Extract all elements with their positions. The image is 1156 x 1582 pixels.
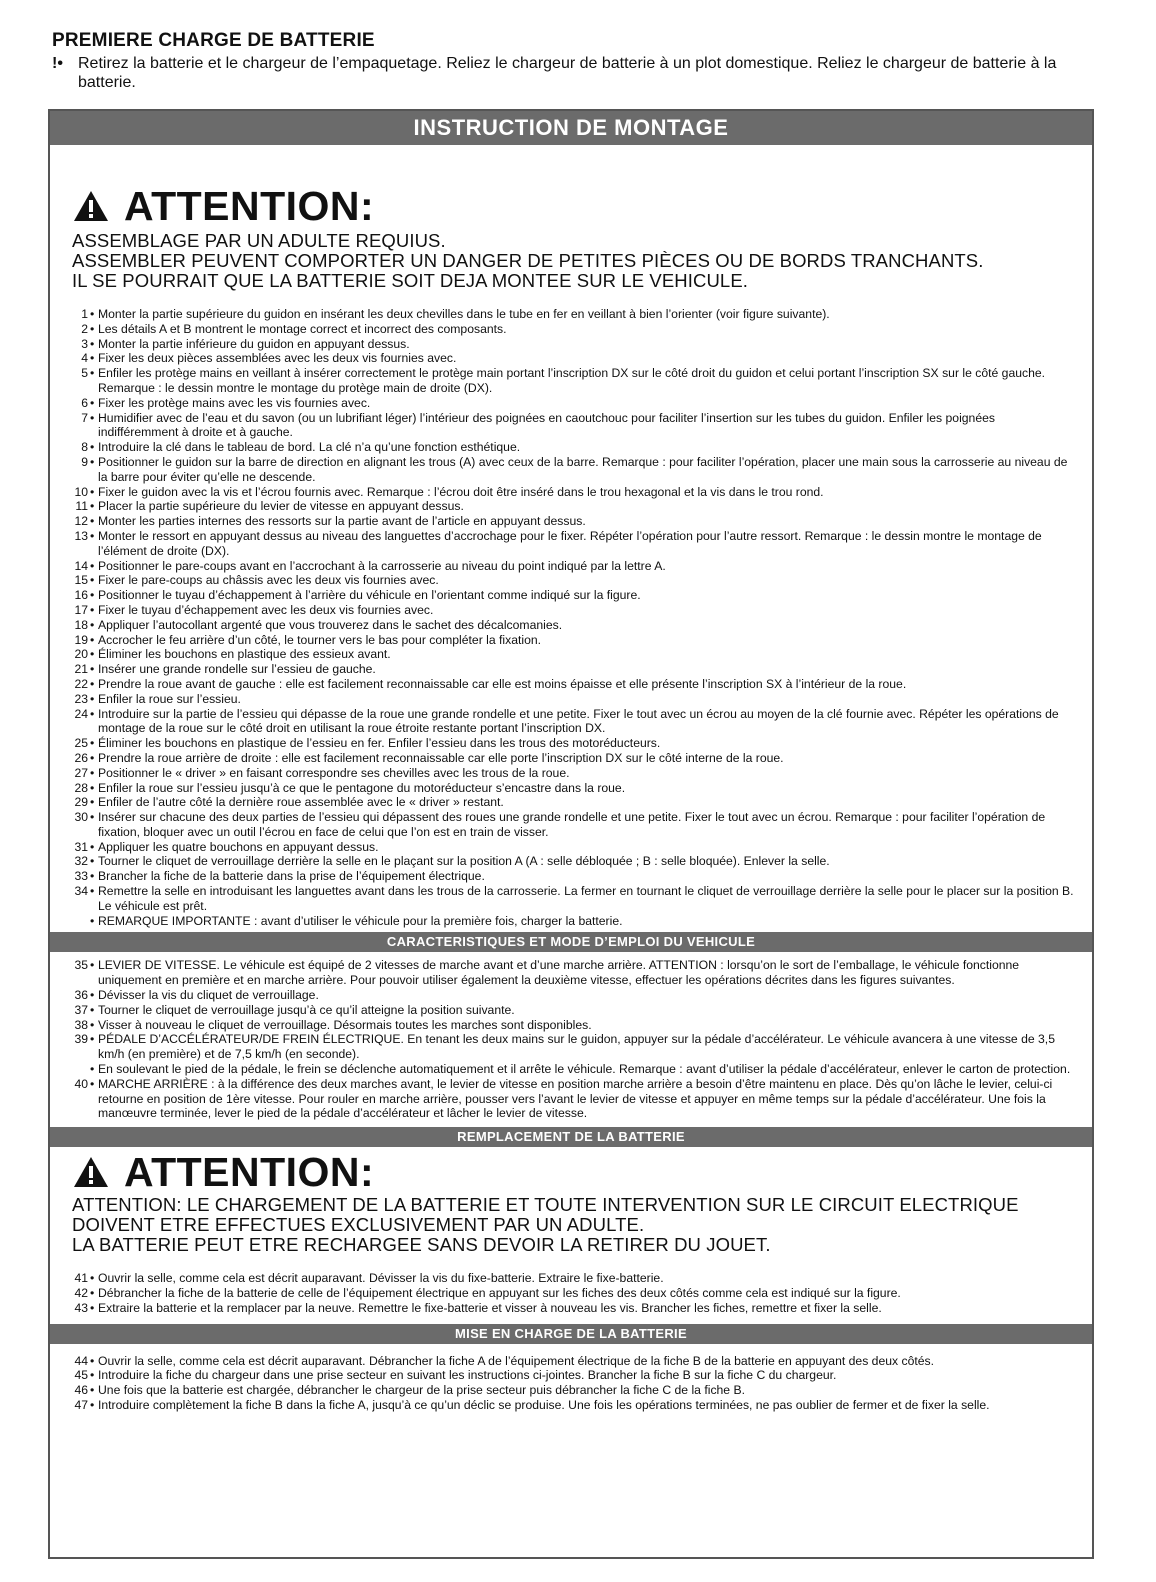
step-number: 28 bbox=[74, 780, 88, 795]
step-number: 10 bbox=[74, 484, 88, 499]
step-number: 24 bbox=[74, 706, 88, 721]
instruction-step bbox=[50, 707, 1074, 737]
instruction-step bbox=[50, 514, 1074, 529]
bullet-icon: • bbox=[90, 691, 95, 706]
step-number: 9 bbox=[81, 454, 88, 469]
instruction-step bbox=[50, 1003, 1074, 1018]
replacement-steps-list bbox=[50, 1271, 1092, 1315]
step-text: Fixer le pare-coups au châssis avec les deux vis fournies avec. bbox=[98, 573, 439, 588]
step-number: 19 bbox=[74, 632, 88, 647]
bullet-icon: • bbox=[90, 810, 95, 825]
assembly-attention bbox=[50, 183, 1092, 291]
step-text: Ouvrir la selle, comme cela est décrit auparavant. Dévisser la vis du fixe-batterie. Extraire le fixe-batterie. bbox=[98, 1271, 664, 1286]
step-text: Introduire la clé dans le tableau de bord. La clé n’a qu’une fonction esthétique. bbox=[98, 440, 521, 455]
instruction-step bbox=[50, 914, 1074, 929]
step-text: Enfiler les protège mains en veillant à insérer correctement le protège main portant l’inscription DX sur le côté droit du guidon et celui portant l’inscription SX sur le côté gauche. Remarque : le dessin montre le montage du protège main de droite (DX). bbox=[98, 366, 1046, 395]
instruction-step bbox=[50, 440, 1074, 455]
replacement-attention bbox=[50, 1149, 1092, 1255]
step-text: Éliminer les bouchons en plastique des essieux avant. bbox=[98, 647, 391, 662]
bullet-icon: • bbox=[90, 913, 95, 928]
step-number: 31 bbox=[74, 839, 88, 854]
bullet-icon: • bbox=[90, 1368, 95, 1383]
bullet-icon: • bbox=[90, 588, 95, 603]
first-charge-body: Retirez la batterie et le chargeur de l’empaquetage. Reliez le chargeur de batterie à un plot domestique. Reliez le chargeur de batterie à la batterie. bbox=[78, 55, 1057, 91]
step-number: 25 bbox=[74, 736, 88, 751]
instruction-step bbox=[50, 1368, 1074, 1383]
step-text: Introduire la fiche du chargeur dans une prise secteur en suivant les instructions ci-jointes. Brancher la fiche B sur la fiche C du chargeur. bbox=[98, 1368, 837, 1383]
step-number: 37 bbox=[74, 1002, 88, 1017]
instruction-step bbox=[50, 854, 1074, 869]
step-number: 45 bbox=[74, 1368, 88, 1383]
step-number: 8 bbox=[81, 440, 88, 455]
replacement-title-bar: REMPLACEMENT DE LA BATTERIE bbox=[50, 1127, 1092, 1147]
step-number: 12 bbox=[74, 514, 88, 529]
step-number: 4 bbox=[81, 351, 88, 366]
step-text: En soulevant le pied de la pédale, le frein se déclenche automatiquement et il arrête le véhicule. Remarque : avant d’utiliser la pédale d’accélérateur, enlever le carton de protection. bbox=[98, 1062, 1071, 1077]
step-text: Positionner le guidon sur la barre de direction en alignant les trous (A) avec ceux de la barre. Remarque : pour faciliter l’opération, placer une main sous la carrosserie au niveau de la barre pour éviter qu’elle ne descende. bbox=[98, 454, 1068, 484]
step-text: MARCHE ARRIÈRE : à la différence des deux marches avant, le levier de vitesse en position marche arrière a besoin d’être maintenu en place. Dès qu’on lâche le levier, celui-ci retourne en position de 1ère vitesse. Pour rouler en marche arrière, pousser vers l’avant le levier de vitesse et appuyer en même temps sur la pédale d’accélérateur. Une fois la manœuvre terminée, lever le pied de la pédale d’accélérateur et lâcher le levier de vitesse. bbox=[98, 1076, 1053, 1121]
step-text: LEVIER DE VITESSE. Le véhicule est équipé de 2 vitesses de marche avant et d’une marche arrière. ATTENTION : lorsqu’on le sort de l’emballage, le véhicule fonctionne uniquement en première et en marche arrière. Pour pouvoir utiliser également la deuxième vitesse, effectuer les opérations décrites dans les figures suivantes. bbox=[98, 958, 1020, 988]
step-text: Insérer une grande rondelle sur l’essieu de gauche. bbox=[98, 662, 376, 677]
step-text: Positionner le « driver » en faisant correspondre ses chevilles avec les trous de la roue. bbox=[98, 765, 570, 780]
step-text: REMARQUE IMPORTANTE : avant d’utiliser le véhicule pour la première fois, charger la batterie. bbox=[98, 913, 623, 928]
step-text: Débrancher la fiche de la batterie de celle de l’équipement électrique en appuyant sur les fiches des deux côtés comme cela est indiqué sur la figure. bbox=[98, 1286, 901, 1301]
bullet-icon: • bbox=[90, 1271, 95, 1286]
instruction-step bbox=[50, 795, 1074, 810]
bullet-icon: • bbox=[90, 336, 95, 351]
bullet-icon: • bbox=[90, 795, 95, 810]
step-number: 46 bbox=[74, 1383, 88, 1398]
assembly-title-bar: INSTRUCTION DE MONTAGE bbox=[50, 111, 1092, 145]
step-number: 2 bbox=[81, 321, 88, 336]
bullet-icon: • bbox=[90, 351, 95, 366]
instruction-step bbox=[50, 677, 1074, 692]
assembly-steps-list bbox=[50, 307, 1092, 928]
step-text: Enfiler la roue sur l’essieu jusqu’à ce que le pentagone du motoréducteur s’encastre dans la roue. bbox=[98, 780, 626, 795]
instruction-step bbox=[50, 1354, 1074, 1369]
instructions-frame bbox=[48, 109, 1094, 1559]
charging-steps-list bbox=[50, 1354, 1092, 1413]
bullet-icon: • bbox=[90, 528, 95, 543]
bullet-icon: • bbox=[90, 1398, 95, 1413]
step-number: 32 bbox=[74, 854, 88, 869]
instruction-step bbox=[50, 736, 1074, 751]
instruction-step bbox=[50, 988, 1074, 1003]
bullet-icon: • bbox=[90, 632, 95, 647]
step-number: 34 bbox=[74, 884, 88, 899]
bullet-icon: • bbox=[90, 869, 95, 884]
warning-triangle-icon bbox=[72, 1155, 110, 1189]
instruction-step bbox=[50, 810, 1074, 840]
instruction-step bbox=[50, 411, 1074, 441]
bullet-icon: • bbox=[90, 499, 95, 514]
step-number: 39 bbox=[74, 1032, 88, 1047]
bullet-icon: • bbox=[90, 765, 95, 780]
attention-heading-text: ATTENTION: bbox=[124, 183, 375, 229]
bullet-icon: • bbox=[90, 410, 95, 425]
instruction-step bbox=[50, 573, 1074, 588]
step-number: 3 bbox=[81, 336, 88, 351]
bullet-icon: • bbox=[90, 440, 95, 455]
step-text: Visser à nouveau le cliquet de verrouillage. Désormais toutes les marches sont disponibles. bbox=[98, 1017, 592, 1032]
first-charge-text bbox=[52, 54, 1112, 92]
bullet-icon: • bbox=[90, 395, 95, 410]
step-number: 40 bbox=[74, 1076, 88, 1091]
step-number: 16 bbox=[74, 588, 88, 603]
step-text: Monter les parties internes des ressorts sur la partie avant de l’article en appuyant dessus. bbox=[98, 514, 586, 529]
bullet-icon: • bbox=[90, 988, 95, 1003]
instruction-step bbox=[50, 1301, 1074, 1316]
attention-line: LA BATTERIE PEUT ETRE RECHARGEE SANS DEVOIR LA RETIRER DU JOUET. bbox=[72, 1234, 771, 1256]
step-text: Remettre la selle en introduisant les languettes avant dans les trous de la carrosserie. La fermer en tournant le cliquet de verrouillage derrière la selle pour le placer sur la position B. Le véhicule est prêt. bbox=[98, 884, 1074, 913]
instruction-step bbox=[50, 1286, 1074, 1301]
bullet-icon: • bbox=[90, 484, 95, 499]
bullet-icon: • bbox=[90, 1062, 95, 1077]
instruction-step bbox=[50, 840, 1074, 855]
step-number: 14 bbox=[74, 558, 88, 573]
step-number: 47 bbox=[74, 1398, 88, 1413]
bullet-icon: • bbox=[90, 366, 95, 381]
attention-line: DOIVENT ETRE EFFECTUES EXCLUSIVEMENT PAR UN ADULTE. bbox=[72, 1214, 645, 1236]
instruction-step bbox=[50, 751, 1074, 766]
step-number: 44 bbox=[74, 1353, 88, 1368]
instruction-step bbox=[50, 337, 1074, 352]
bullet-icon: • bbox=[90, 573, 95, 588]
step-text: Une fois que la batterie est chargée, débrancher le chargeur de la prise secteur puis débrancher la fiche C de la fiche B. bbox=[98, 1383, 745, 1398]
instruction-step bbox=[50, 633, 1074, 648]
instruction-step bbox=[50, 766, 1074, 781]
instruction-step bbox=[50, 485, 1074, 500]
step-number: 18 bbox=[74, 617, 88, 632]
step-number: 27 bbox=[74, 765, 88, 780]
step-text: Tourner le cliquet de verrouillage jusqu’à ce qu’il atteigne la position suivante. bbox=[98, 1002, 515, 1017]
step-number: 36 bbox=[74, 988, 88, 1003]
step-text: Introduire sur la partie de l’essieu qui dépasse de la roue une grande rondelle et une petite. Fixer le tout avec un écrou au moyen de la clé fournie avec. Répéter les opérations de montage de la roue sur le côté droit en utilisant la roue étroite restante portant l’inscription DX. bbox=[98, 706, 1059, 736]
first-charge-title: PREMIERE CHARGE DE BATTERIE bbox=[52, 30, 375, 51]
step-text: Ouvrir la selle, comme cela est décrit auparavant. Débrancher la fiche A de l’équipement électrique de la fiche B de la batterie en appuyant des deux côtés. bbox=[98, 1353, 935, 1368]
instruction-step bbox=[50, 588, 1074, 603]
bullet-icon: • bbox=[90, 676, 95, 691]
bullet-icon: • bbox=[90, 1286, 95, 1301]
bullet-icon: • bbox=[90, 602, 95, 617]
step-number: 43 bbox=[74, 1300, 88, 1315]
instruction-step bbox=[50, 322, 1074, 337]
bullet-icon: • bbox=[90, 647, 95, 662]
step-text: Introduire complètement la fiche B dans la fiche A, jusqu’à ce qu’un déclic se produise. Une fois les opérations terminées, ne pas oublier de fermer et de fixer la selle. bbox=[98, 1398, 990, 1413]
instruction-step bbox=[50, 618, 1074, 633]
step-number: 23 bbox=[74, 691, 88, 706]
attention-line: ASSEMBLAGE PAR UN ADULTE REQUIUS. bbox=[72, 230, 446, 251]
step-text: Dévisser la vis du cliquet de verrouillage. bbox=[98, 988, 319, 1003]
step-text: Extraire la batterie et la remplacer par la neuve. Remettre le fixe-batterie et visser à nouveau les vis. Brancher les fiches, remettre et fixer la selle. bbox=[98, 1300, 882, 1315]
features-steps-list bbox=[50, 958, 1092, 1121]
step-number: 5 bbox=[81, 366, 88, 381]
bullet-icon: • bbox=[90, 1383, 95, 1398]
step-number: 30 bbox=[74, 810, 88, 825]
step-text: Fixer le guidon avec la vis et l’écrou fournis avec. Remarque : l’écrou doit être inséré dans le trou hexagonal et la vis dans le trou rond. bbox=[98, 484, 824, 499]
step-number: 41 bbox=[74, 1271, 88, 1286]
instruction-step bbox=[50, 559, 1074, 574]
step-text: Placer la partie supérieure du levier de vitesse en appuyant dessus. bbox=[98, 499, 464, 514]
bullet-icon: • bbox=[90, 854, 95, 869]
instruction-step bbox=[50, 1062, 1074, 1077]
step-number: 1 bbox=[81, 307, 88, 321]
step-text: PÉDALE D’ACCÉLÉRATEUR/DE FREIN ÉLECTRIQUE. En tenant les deux mains sur le guidon, appuyer sur la pédale d’accélérateur. Le véhicule avancera à une vitesse de 3,5 km/h (en première) et de 7,5 km/h (en seconde). bbox=[98, 1032, 1055, 1062]
step-number: 15 bbox=[74, 573, 88, 588]
features-title-bar: CARACTERISTIQUES ET MODE D’EMPLOI DU VEHICULE bbox=[50, 932, 1092, 952]
bullet-icon: • bbox=[90, 662, 95, 677]
instruction-step bbox=[50, 1398, 1074, 1413]
step-text: Monter le ressort en appuyant dessus au niveau des languettes d’accrochage pour le fixer. Répéter l’opération pour l’autre ressort. Remarque : le dessin montre le montage de l’élément de droite (DX). bbox=[98, 528, 1042, 558]
bullet-icon: • bbox=[90, 736, 95, 751]
bullet-icon: • bbox=[90, 514, 95, 529]
instruction-step bbox=[50, 869, 1074, 884]
instruction-step bbox=[50, 1032, 1074, 1062]
instruction-step bbox=[50, 958, 1074, 988]
step-text: Enfiler de l’autre côté la dernière roue assemblée avec le « driver » restant. bbox=[98, 795, 504, 810]
bullet-icon: • bbox=[90, 1002, 95, 1017]
bullet-icon: • bbox=[90, 558, 95, 573]
first-charge-section bbox=[52, 30, 1112, 92]
bullet-icon: • bbox=[90, 958, 95, 973]
bullet-icon: • bbox=[90, 839, 95, 854]
step-text: Tourner le cliquet de verrouillage derrière la selle en le plaçant sur la position A (A : selle débloquée ; B : selle bloquée). Enlever la selle. bbox=[98, 854, 830, 869]
instruction-step bbox=[50, 396, 1074, 411]
step-number: 42 bbox=[74, 1286, 88, 1301]
step-number: 33 bbox=[74, 869, 88, 884]
step-text: Fixer les protège mains avec les vis fournies avec. bbox=[98, 395, 371, 410]
step-number: 29 bbox=[74, 795, 88, 810]
step-number: 21 bbox=[74, 662, 88, 677]
instruction-step bbox=[50, 307, 1074, 322]
step-text: Appliquer les quatre bouchons en appuyant dessus. bbox=[98, 839, 379, 854]
step-number: 35 bbox=[74, 958, 88, 973]
instruction-step bbox=[50, 366, 1074, 396]
step-text: Les détails A et B montrent le montage correct et incorrect des composants. bbox=[98, 321, 507, 336]
instruction-step bbox=[50, 692, 1074, 707]
bullet-icon: • bbox=[90, 454, 95, 469]
attention-line: ASSEMBLER PEUVENT COMPORTER UN DANGER DE PETITES PIÈCES OU DE BORDS TRANCHANTS. bbox=[72, 250, 984, 271]
step-number: 20 bbox=[74, 647, 88, 662]
step-number: 26 bbox=[74, 750, 88, 765]
attention-line: IL SE POURRAIT QUE LA BATTERIE SOIT DEJA MONTEE SUR LE VEHICULE. bbox=[72, 270, 748, 291]
charging-title-bar: MISE EN CHARGE DE LA BATTERIE bbox=[50, 1324, 1092, 1344]
step-number: 7 bbox=[81, 410, 88, 425]
step-number: 17 bbox=[74, 602, 88, 617]
bullet-icon: • bbox=[90, 1353, 95, 1368]
instruction-step bbox=[50, 1077, 1074, 1121]
bullet-icon: • bbox=[90, 780, 95, 795]
attention-heading-text: ATTENTION: bbox=[124, 1149, 375, 1196]
bullet-icon: • bbox=[90, 321, 95, 336]
step-number: 6 bbox=[81, 395, 88, 410]
step-text: Enfiler la roue sur l’essieu. bbox=[98, 691, 241, 706]
step-number: 11 bbox=[75, 499, 88, 514]
attention-heading bbox=[72, 183, 1092, 229]
instruction-step bbox=[50, 499, 1074, 514]
instruction-step bbox=[50, 455, 1074, 485]
step-text: Accrocher le feu arrière d’un côté, le tourner vers le bas pour compléter la fixation. bbox=[98, 632, 542, 647]
step-text: Insérer sur chacune des deux parties de l’essieu qui dépassent des roues une grande rondelle et une petite. Fixer le tout avec un écrou. Remarque : pour faciliter l’opération de fixation, bloquer avec un outil l’écrou en face de celui que l’on est en train de visser. bbox=[98, 810, 1046, 839]
instruction-step bbox=[50, 647, 1074, 662]
instruction-step bbox=[50, 1271, 1074, 1286]
step-number: 13 bbox=[74, 528, 88, 543]
instruction-step bbox=[50, 351, 1074, 366]
bullet-icon: • bbox=[90, 617, 95, 632]
instruction-step bbox=[50, 1383, 1074, 1398]
step-number: 38 bbox=[74, 1017, 88, 1032]
instruction-step bbox=[50, 529, 1074, 559]
step-text: Positionner le tuyau d’échappement à l’arrière du véhicule en l’orientant comme indiqué sur la figure. bbox=[98, 588, 641, 603]
step-text: Monter la partie inférieure du guidon en appuyant dessus. bbox=[98, 336, 410, 351]
instruction-step bbox=[50, 884, 1074, 914]
instruction-step bbox=[50, 662, 1074, 677]
instruction-step bbox=[50, 781, 1074, 796]
instruction-step bbox=[50, 1018, 1074, 1033]
bullet-icon: • bbox=[90, 307, 95, 321]
attention-heading bbox=[72, 1149, 1092, 1195]
step-text: Prendre la roue avant de gauche : elle est facilement reconnaissable car elle est moins épaisse et elle présente l’inscription SX à l’intérieur de la roue. bbox=[98, 676, 907, 691]
step-number: 22 bbox=[74, 676, 88, 691]
warning-triangle-icon bbox=[72, 189, 110, 223]
step-text: Positionner le pare-coups avant en l’accrochant à la carrosserie au niveau du point indiqué par la lettre A. bbox=[98, 558, 666, 573]
step-text: Brancher la fiche de la batterie dans la prise de l’équipement électrique. bbox=[98, 869, 485, 884]
bullet-icon: • bbox=[90, 1017, 95, 1032]
step-text: Monter la partie supérieure du guidon en insérant les deux chevilles dans le tube en fer en veillant à bien l’orienter (voir figure suivante). bbox=[98, 307, 830, 321]
attention-line: ATTENTION: LE CHARGEMENT DE LA BATTERIE ET TOUTE INTERVENTION SUR LE CIRCUIT ELECTRIQUE bbox=[72, 1194, 1019, 1216]
instruction-step bbox=[50, 603, 1074, 618]
bullet-icon: • bbox=[90, 706, 95, 721]
bullet-icon: • bbox=[90, 1300, 95, 1315]
bullet-icon: • bbox=[90, 750, 95, 765]
step-text: Appliquer l’autocollant argenté que vous trouverez dans le sachet des décalcomanies. bbox=[98, 617, 563, 632]
bullet-icon: • bbox=[90, 1032, 95, 1047]
step-text: Prendre la roue arrière de droite : elle est facilement reconnaissable car elle porte l’inscription DX sur le côté interne de la roue. bbox=[98, 750, 784, 765]
bullet-icon: • bbox=[90, 1076, 95, 1091]
step-text: Fixer le tuyau d’échappement avec les deux vis fournies avec. bbox=[98, 602, 434, 617]
step-text: Éliminer les bouchons en plastique de l’essieu en fer. Enfiler l’essieu dans les trous des motoréducteurs. bbox=[98, 736, 661, 751]
step-text: Fixer les deux pièces assemblées avec les deux vis fournies avec. bbox=[98, 351, 457, 366]
step-text: Humidifier avec de l’eau et du savon (ou un lubrifiant léger) l’intérieur des poignées en caoutchouc pour faciliter l’insertion sur les tubes du guidon. Enfiler les poignées indifféremment à droite et à gauche. bbox=[98, 410, 995, 440]
warning-mark: !• bbox=[52, 55, 63, 72]
bullet-icon: • bbox=[90, 884, 95, 899]
